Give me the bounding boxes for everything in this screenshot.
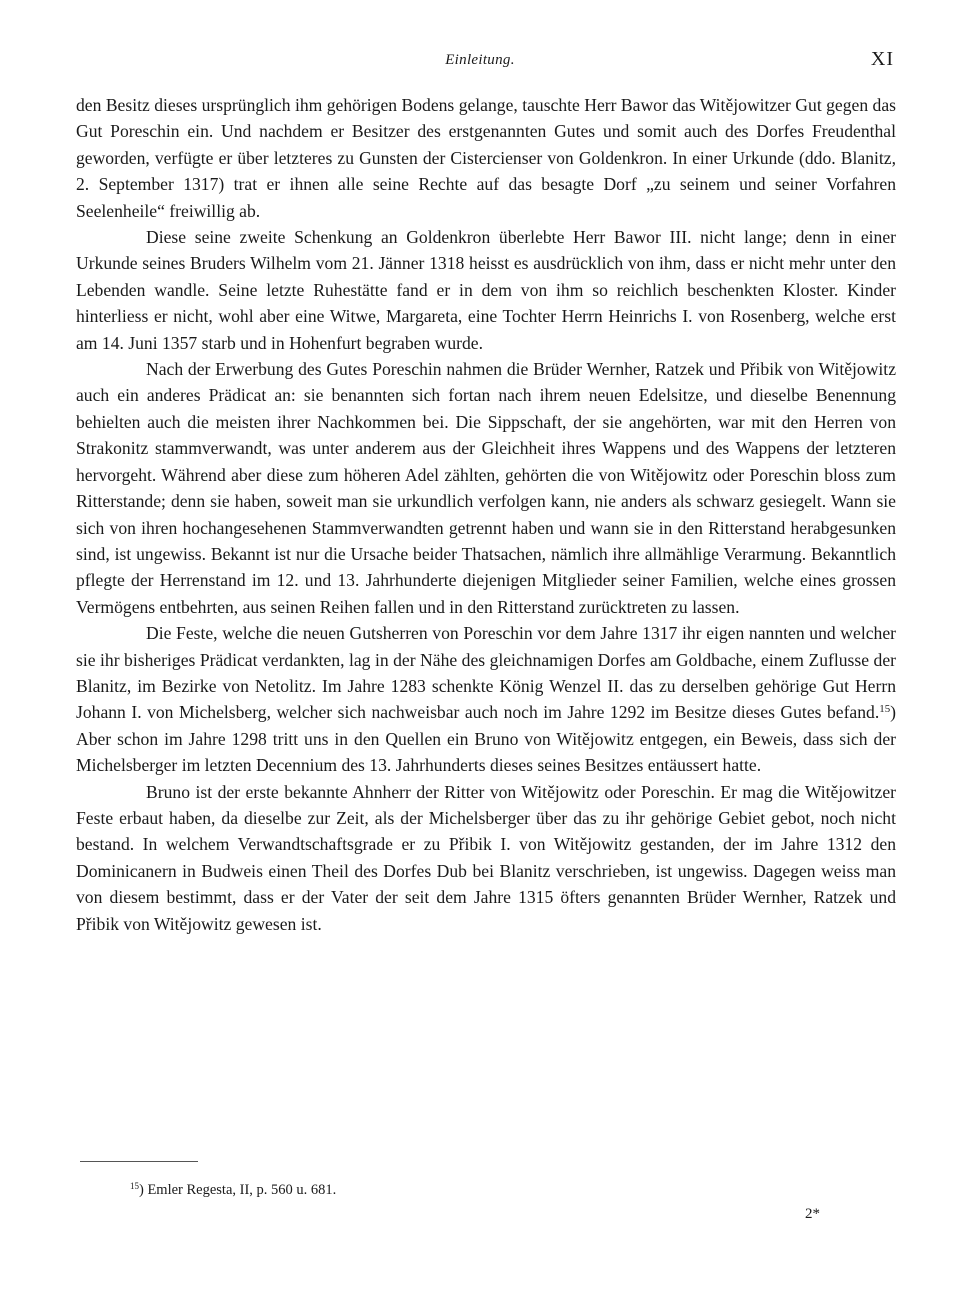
footnote-reference: 15: [879, 703, 891, 716]
page-number: XI: [870, 48, 894, 70]
paragraph-3: Nach der Erwerbung des Gutes Poreschin nahmen die Brüder Wernher, Ratzek und Přibik von Witějowitz auch ein anderes Prädicat an: sie benannten sich fortan nach ihrem neuen Edelsitze, und dieselbe Benennung behielten auch die meisten ihrer Nachkommen bei. Die Sippschaft, der sie angehörten, war mit den Herren von Strakonitz stammverwandt, was unter anderem aus der Gleichheit ihres Wappens und des Wappens der letzteren hervorgeht. Während aber diese zum höheren Adel zählten, gehörten die von Witějowitz oder Poreschin bloss zum Ritterstande; denn sie haben, soweit man sie urkundlich verfolgen kann, nie anders als schwarz gesiegelt. Wann sie sich von ihren hochangesehenen Stammverwandten getrennt haben und wann sie in den Ritterstand herabgesunken sind, ist ungewiss. Bekannt ist nur die Ursache beider Thatsachen, nämlich ihre allmählige Verarmung. Bekanntlich pflegte der Herrenstand im 12. und 13. Jahrhunderte diejenigen Mitglieder seiner Familien, welche eines grossen Vermögens entbehrten, aus seinen Reihen fallen und in den Ritterstand zurücktreten zu lassen.: [76, 359, 896, 617]
paragraph-4-continuation: Aber schon im Jahre 1298 tritt uns in den Quellen ein Bruno von Witějowitz entgegen, ein Beweis, dass sich der Michelsberger im letzten Decennium des 13. Jahrhunderts dieses seines Besitzes entäussert hatte.: [76, 728, 896, 776]
paragraph-4: [76, 620, 896, 778]
paragraph-4-text: Die Feste, welche die neuen Gutsherren von Poreschin vor dem Jahre 1317 ihr eigen nannten und welcher sie ihr bisheriges Prädicat verdankten, lag in der Nähe des gleichnamigen Dorfes am Goldbache, einem Zuflusse der Blanitz, im Bezirke von Netolitz. Im Jahre 1283 schenkte König Wenzel II. das zu derselben gehörige Gut Herrn Johann I. von Michelsberg, welcher sich nachweisbar auch noch im Jahre 1292 im Besitze dieses Gutes befand.: [76, 623, 896, 723]
paragraph-2: Diese seine zweite Schenkung an Goldenkron überlebte Herr Bawor III. nicht lange; denn in einer Urkunde seines Bruders Wilhelm vom 21. Jänner 1318 heisst es ausdrücklich von ihm, dass er nicht mehr unter den Lebenden wandle. Seine letzte Ruhestätte fand er in dem von ihm so reichlich beschenkten Kloster. Kinder hinterliess er nicht, wohl aber eine Witwe, Margareta, eine Tochter Herrn Heinrichs I. von Rosenberg, welche erst am 14. Juni 1357 starb und in Hohenfurt begraben wurde.: [76, 227, 896, 353]
footnote-divider: [80, 1161, 198, 1162]
footnote-reference-paren: ): [890, 702, 896, 723]
body-text: [76, 92, 896, 937]
signature-mark: 2*: [805, 1206, 820, 1222]
footnote-marker: 15: [130, 1181, 139, 1192]
running-header: [0, 48, 960, 74]
paragraph-5: Bruno ist der erste bekannte Ahnherr der Ritter von Witějowitz oder Poreschin. Er mag die Witějowitzer Feste erbaut haben, da dieselbe zur Zeit, als der Michelsberger über das zu ihr gehörige Gebiet gebot, noch nicht bestand. In welchem Verwandtschaftsgrade er zu Přibik I. von Witějowitz gestanden, der im Jahre 1312 den Dominicanern in Budweis einen Theil des Dorfes Dub bei Blanitz verschrieben, ist ungewiss. Dagegen weiss man von diesem bestimmt, dass er der Vater der seit dem Jahre 1315 öfters genannten Brüder Wernher, Ratzek und Přibik von Witějowitz gewesen ist.: [76, 781, 896, 934]
paragraph-1: den Besitz dieses ursprünglich ihm gehörigen Bodens gelange, tauschte Herr Bawor das Witějowitzer Gut gegen das Gut Poreschin ein. Und nachdem er Besitzer des erstgenannten Gutes und somit auch des Dorfes Freudenthal geworden, verfügte er über letzteres zu Gunsten der Cistercienser von Goldenkron. In einer Urkunde (ddo. Blanitz, 2. September 1317) trat er ihnen alle seine Rechte auf das besagte Dorf „zu seinem und seiner Vorfahren Seelenheile“ freiwillig ab.: [76, 95, 896, 221]
running-title: Einleitung.: [445, 52, 515, 68]
footnote-text: ) Emler Regesta, II, p. 560 u. 681.: [138, 1182, 337, 1198]
footnote: [130, 1181, 336, 1199]
